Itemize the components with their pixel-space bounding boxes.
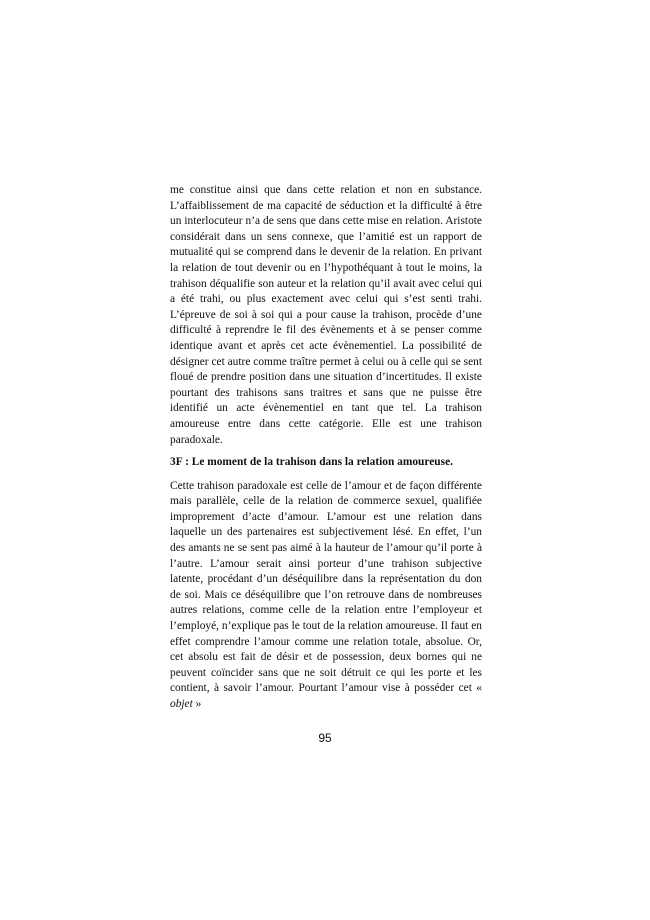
paragraph-text: Cette trahison paradoxale est celle de l’amour et de façon différente mais parallèle, celle de la relation de commerce sexuel, qualifiée improprement d’acte d’amour. L’amour est une relation dans laquelle un des partenaires est subjectivement lésé. En effet, l’un des amants ne se sent pas aimé à la hauteur de l’amour qu’il porte à l’autre. L’amour serait ainsi porteur d’une trahison subjective latente, procédant d’un déséquilibre dans la représentation du don de soi. Mais ce déséquilibre que l’on retrouve dans de nombreuses autres relations, comme celle de la relation entre l’employeur et l’employé, n’explique pas le tout de la relation amoureuse. Il faut en effet comprendre l’amour comme une relation totale, absolue. Or, cet absolu est fait de désir et de possession, deux bornes qui ne peuvent coïncider sans que ne soit détruit ce qui les porte et les contient, à savoir l’amour. Pourtant l’amour vise à posséder cet « bbox=[170, 479, 482, 695]
italic-word: objet bbox=[170, 698, 193, 710]
body-text bbox=[170, 183, 482, 713]
paragraph-text-end: » bbox=[192, 698, 202, 710]
section-heading: 3F : Le moment de la trahison dans la relation amoureuse. bbox=[170, 456, 453, 469]
paragraph bbox=[170, 479, 482, 713]
paragraph: me constitue ainsi que dans cette relation et non en substance. L’affaiblissement de ma capacité de séduction et la difficulté à être un interlocuteur n’a de sens que dans cette mise en relation. Aristote considérait dans un sens connexe, que l’amitié est un rapport de mutualité qui se comprend dans le devenir de la relation. En privant la relation de tout devenir ou en l’hypothéquant à tout le moins, la trahison déqualifie son auteur et la relation qu’il avait avec celui qui a été trahi, ou plus exactement avec celui qui s’est senti trahi. L’épreuve de soi à soi qui a pour cause la trahison, procède d’une difficulté à reprendre le fil des évènements et à se penser comme identique avant et après cet acte évènementiel. La possibilité de désigner cet autre comme traître permet à celui ou à celle qui se sent floué de prendre position dans une situation d’incertitudes. Il existe pourtant des trahisons sans traitres et sans que ne puisse être identifié un acte évènementiel en tant que tel. La trahison amoureuse entre dans cette catégorie. Elle est une trahison paradoxale. bbox=[170, 184, 482, 446]
page-number: 95 bbox=[318, 731, 332, 745]
